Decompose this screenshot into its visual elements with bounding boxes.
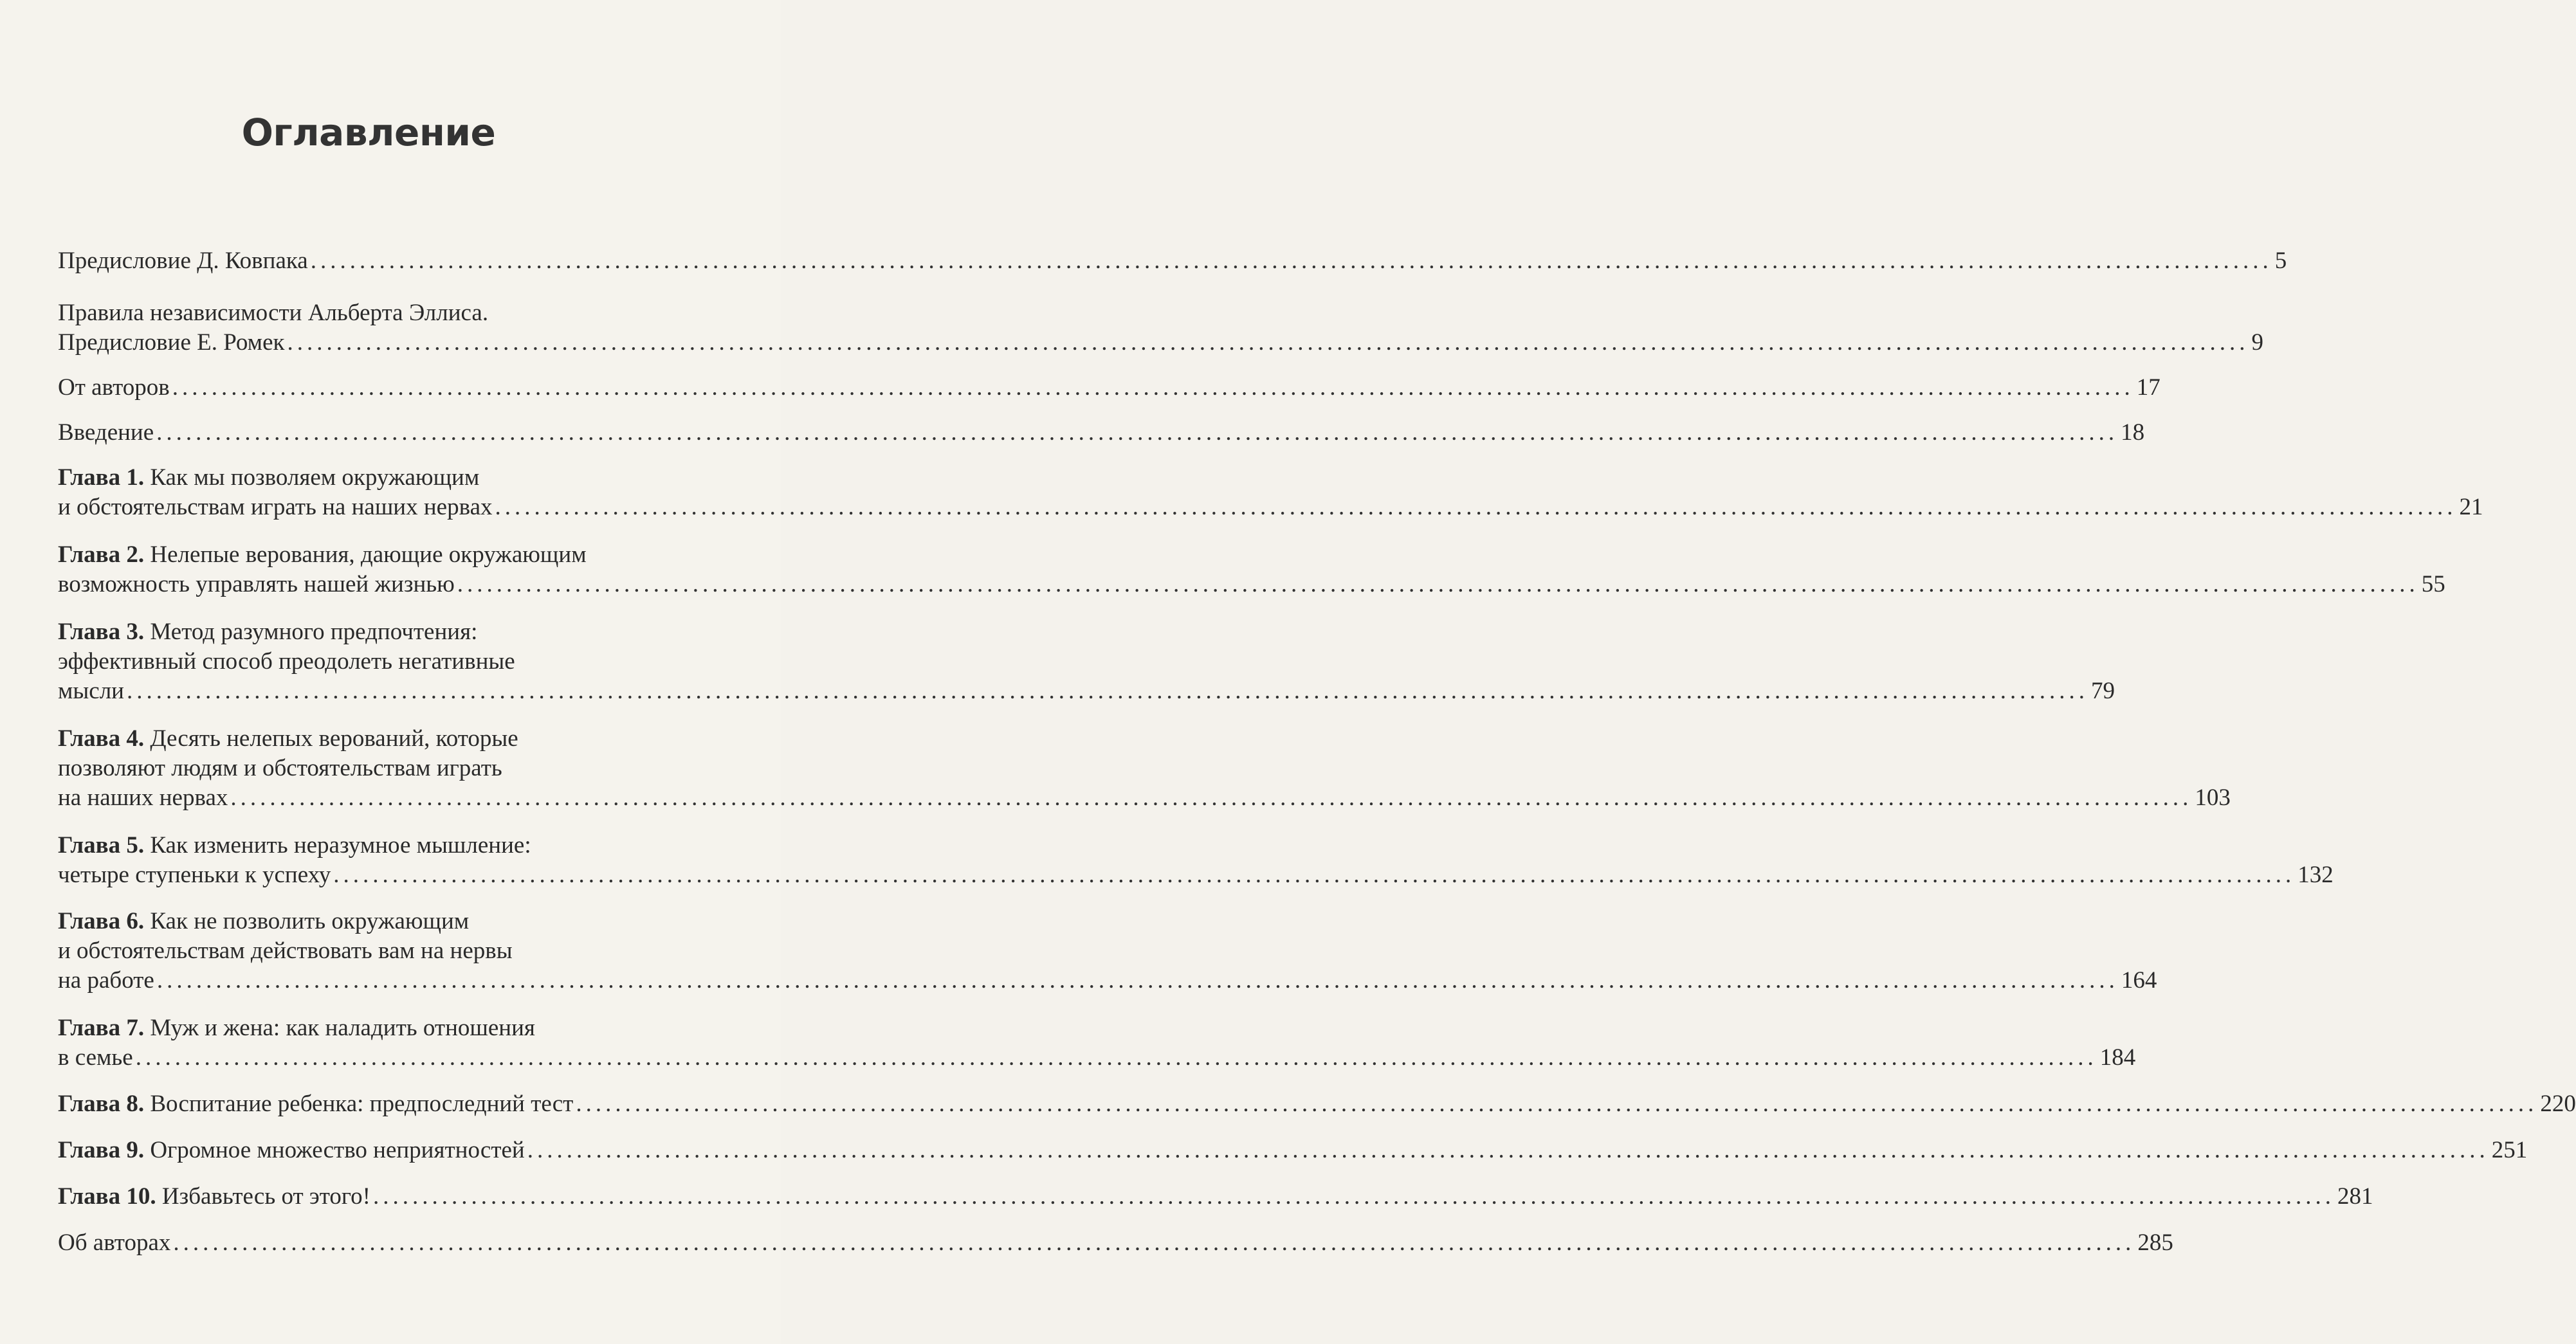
page-title: Оглавление (241, 111, 496, 154)
toc-entry-title: Введение (58, 419, 154, 446)
toc-entry-text (58, 570, 455, 599)
page-number: 103 (2195, 785, 2231, 811)
toc-entry-title: возможность управлять нашей жизнью (58, 571, 455, 597)
dot-leader: ........................................................................................................................................................................................................ (156, 967, 2119, 994)
toc-entry-line (58, 936, 674, 966)
page-number: 79 (2090, 678, 2115, 704)
page-number: 220 (2540, 1091, 2576, 1117)
toc-entry-line (58, 493, 2483, 522)
page-number: 21 (2459, 494, 2483, 520)
page-number: 55 (2421, 571, 2445, 597)
page-number: 184 (2099, 1044, 2136, 1071)
toc-entry-line (58, 677, 2115, 706)
toc-entry-title: в семье (58, 1044, 133, 1071)
chapter-label: Глава 5. (58, 832, 145, 858)
chapter-label: Глава 4. (58, 725, 145, 752)
toc-entry-line (58, 1013, 674, 1043)
toc-entry-text (58, 907, 469, 936)
toc-entry-title: Огромное множество неприятностей (150, 1137, 525, 1163)
page-number: 285 (2137, 1230, 2173, 1256)
dot-leader: ........................................................................................................................................................................................................ (287, 329, 2249, 356)
toc-entry-text (58, 677, 124, 706)
page-number: 251 (2491, 1137, 2528, 1163)
toc-entry-text (58, 860, 331, 890)
toc-entry-line (58, 907, 674, 936)
toc-entry-text (58, 1228, 170, 1258)
toc-entry (58, 373, 2160, 403)
toc-entry-title: Нелепые верования, дающие окружающим (150, 541, 587, 568)
toc-entry-line (58, 298, 674, 328)
toc-entry-text (58, 1136, 525, 1165)
dot-leader: ........................................................................................................................................................................................................ (457, 571, 2419, 597)
dot-leader: ........................................................................................................................................................................................................ (333, 862, 2296, 888)
toc-entry-title: Предисловие Д. Ковпака (58, 248, 308, 274)
chapter-label: Глава 7. (58, 1015, 145, 1041)
toc-entry-title: четыре ступеньки к успеху (58, 862, 331, 888)
chapter-label: Глава 10. (58, 1183, 156, 1210)
toc-entry-text (58, 540, 587, 570)
toc-entry (58, 1228, 2173, 1258)
toc-entry-title: Муж и жена: как наладить отношения (150, 1015, 535, 1041)
toc-entry (58, 724, 2231, 813)
toc-entry-title: мысли (58, 678, 124, 704)
dot-leader: ........................................................................................................................................................................................................ (495, 494, 2457, 520)
toc-entry-line (58, 754, 674, 783)
toc-entry-title: Предисловие Е. Ромек (58, 329, 285, 356)
dot-leader: ........................................................................................................................................................................................................ (373, 1183, 2335, 1210)
dot-leader: ........................................................................................................................................................................................................ (230, 785, 2193, 811)
toc-entry-line (58, 1182, 2373, 1212)
page-number: 132 (2297, 862, 2334, 888)
toc-entry-line (58, 1043, 2136, 1073)
toc-entry-title: позволяют людям и обстоятельствам играть (58, 755, 502, 781)
toc-entry-title: Воспитание ребенка: предпоследний тест (150, 1091, 574, 1117)
toc-entry-text (58, 246, 308, 276)
page-number: 281 (2337, 1183, 2373, 1210)
chapter-label: Глава 6. (58, 908, 145, 934)
toc-entry-line (58, 617, 674, 647)
toc-entry-text (58, 1089, 573, 1119)
toc-entry-text (58, 328, 284, 358)
chapter-label: Глава 3. (58, 619, 145, 645)
toc-entry-title: и обстоятельствам играть на наших нервах (58, 494, 493, 520)
chapter-label: Глава 8. (58, 1091, 145, 1117)
toc-entry-line (58, 570, 2445, 599)
toc-entry-text (58, 617, 477, 647)
toc-entry-title: Как не позволить окружающим (150, 908, 470, 934)
toc-entry-line (58, 463, 674, 493)
toc-entry-line (58, 540, 674, 570)
dot-leader: ........................................................................................................................................................................................................ (527, 1137, 2489, 1163)
toc-entry-line (58, 647, 674, 677)
toc-entry-title: От авторов (58, 374, 170, 401)
toc-entry-text (58, 1013, 535, 1043)
chapter-label: Глава 9. (58, 1137, 145, 1163)
toc-entry-title: Правила независимости Альберта Эллиса. (58, 300, 489, 326)
page-number: 17 (2136, 374, 2160, 401)
toc-entry-text (58, 373, 170, 403)
toc-entry-text (58, 463, 479, 493)
toc-entry-title: Как изменить неразумное мышление: (150, 832, 531, 858)
dot-leader: ........................................................................................................................................................................................................ (126, 678, 2088, 704)
toc-entry-title: Как мы позволяем окружающим (150, 464, 480, 491)
toc-entry-line (58, 860, 2334, 890)
toc-entry-title: на наших нервах (58, 785, 228, 811)
toc-entry-line (58, 246, 2287, 276)
toc-entry-text (58, 831, 531, 860)
toc-entry (58, 831, 2334, 890)
toc-entry-title: на работе (58, 967, 154, 994)
page-number: 5 (2274, 248, 2287, 274)
toc-entry-line (58, 1136, 2528, 1165)
toc-entry-text (58, 418, 154, 448)
toc-entry (58, 1136, 2528, 1165)
toc-entry (58, 540, 2445, 599)
toc-entry (58, 617, 2115, 706)
toc-entry (58, 463, 2483, 522)
toc-entry-title: Десять нелепых верований, которые (150, 725, 518, 752)
toc-entry-text (58, 783, 228, 813)
toc-entry-text (58, 647, 515, 677)
toc-entry-text (58, 1182, 370, 1212)
dot-leader: ........................................................................................................................................................................................................ (173, 1230, 2135, 1256)
toc-entry-line (58, 1228, 2173, 1258)
toc-entry-line (58, 418, 2145, 448)
toc-entry-text (58, 936, 513, 966)
toc-entry (58, 418, 2145, 448)
dot-leader: ........................................................................................................................................................................................................ (172, 374, 2134, 401)
chapter-label: Глава 2. (58, 541, 145, 568)
toc-entry-title: эффективный способ преодолеть негативные (58, 648, 515, 675)
toc-entry-title: Метод разумного предпочтения: (150, 619, 478, 645)
toc-entry-line (58, 831, 674, 860)
toc-entry-title: Об авторах (58, 1230, 171, 1256)
toc-entry (58, 298, 2263, 358)
toc-entry-text (58, 966, 154, 995)
toc-entry-title: и обстоятельствам действовать вам на нервы (58, 938, 513, 964)
page-number: 164 (2121, 967, 2157, 994)
toc-entry-text (58, 1043, 133, 1073)
dot-leader: ........................................................................................................................................................................................................ (576, 1091, 2538, 1117)
toc-entry (58, 1089, 2576, 1119)
toc-entry (58, 907, 2157, 995)
toc-entry-line (58, 724, 674, 754)
toc-entry (58, 246, 2287, 276)
toc-entry (58, 1013, 2136, 1073)
toc-entry (58, 1182, 2373, 1212)
toc-entry-text (58, 493, 493, 522)
toc-entry-line (58, 783, 2231, 813)
toc-entry-text (58, 298, 488, 328)
toc-entry-line (58, 1089, 2576, 1119)
dot-leader: ........................................................................................................................................................................................................ (310, 248, 2272, 274)
dot-leader: ........................................................................................................................................................................................................ (156, 419, 2119, 446)
toc-entry-line (58, 373, 2160, 403)
page-number: 18 (2121, 419, 2145, 446)
dot-leader: ........................................................................................................................................................................................................ (135, 1044, 2097, 1071)
chapter-label: Глава 1. (58, 464, 145, 491)
toc-entry-text (58, 724, 518, 754)
page-number: 9 (2251, 329, 2263, 356)
toc-entry-line (58, 328, 2263, 358)
toc-entry-text (58, 754, 502, 783)
toc-entry-title: Избавьтесь от этого! (161, 1183, 371, 1210)
toc-entry-line (58, 966, 2157, 995)
